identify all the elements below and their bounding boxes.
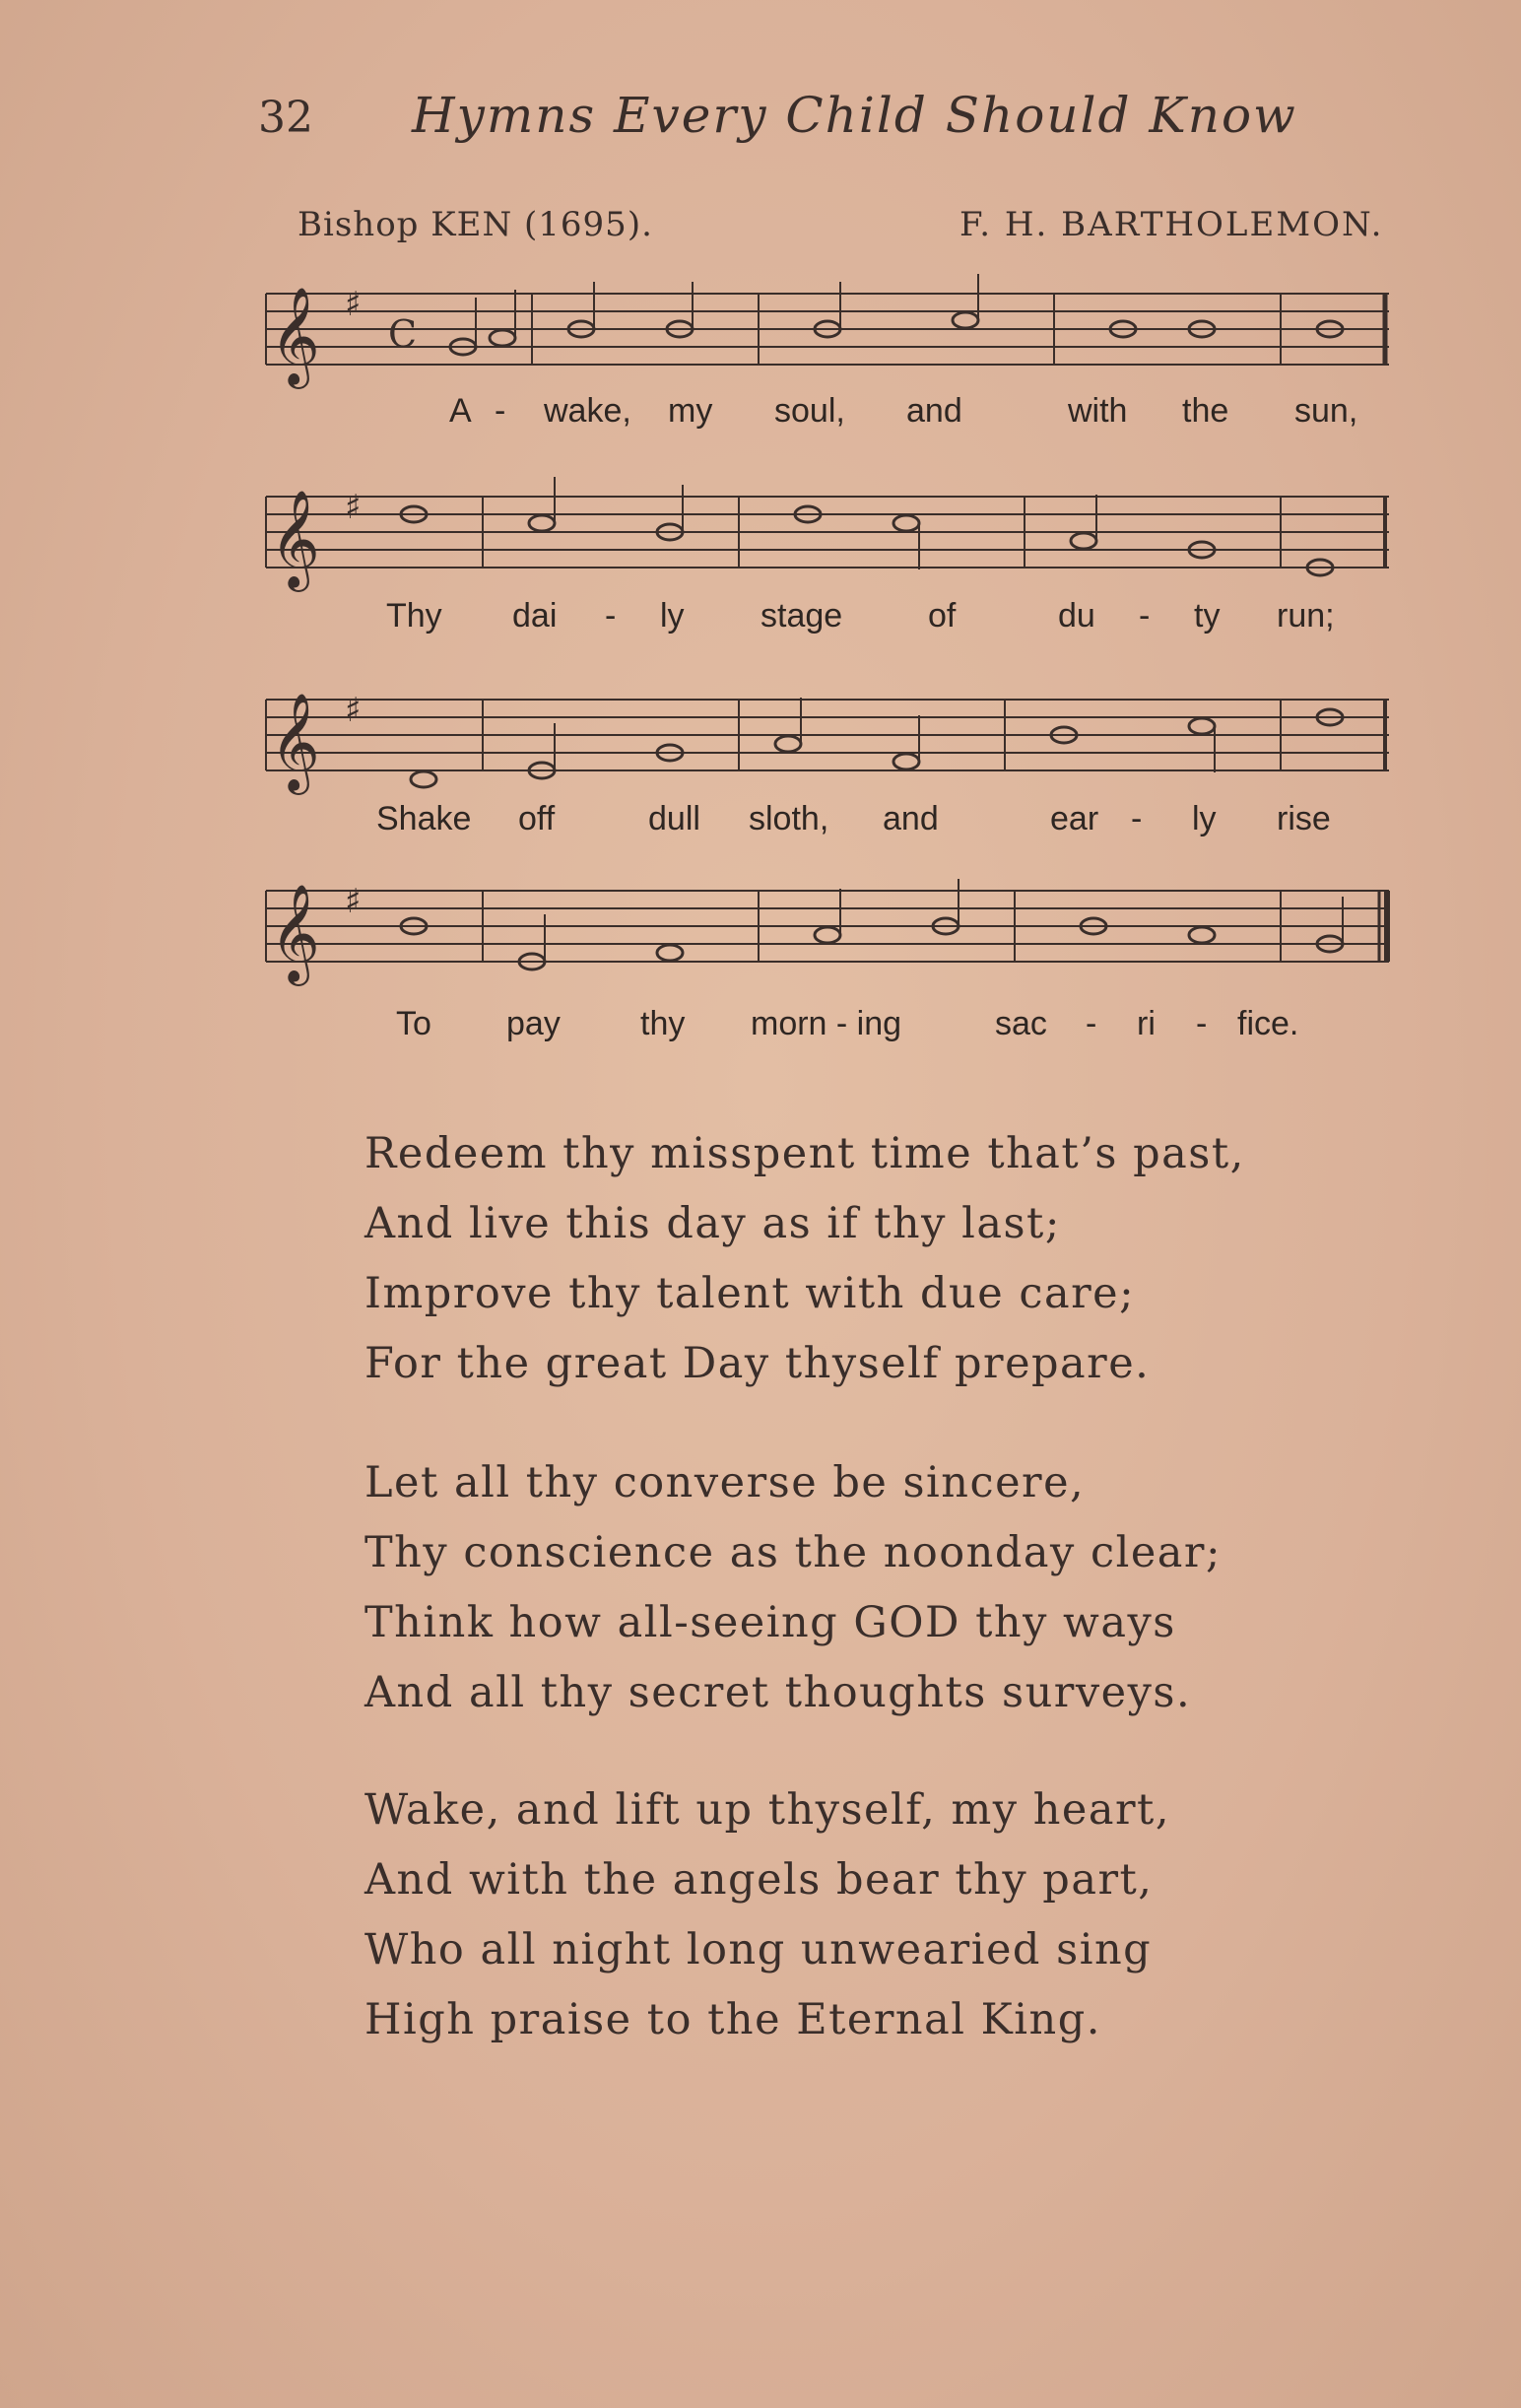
svg-text:𝄞: 𝄞: [270, 693, 320, 791]
running-head: [258, 87, 1302, 156]
lyric-1-6: and: [906, 392, 962, 430]
verse-line: And with the angels bear thy part,: [364, 1855, 1154, 1905]
verse-line: Redeem thy misspent time that’s past,: [364, 1129, 1245, 1178]
lyric-1-8: the: [1182, 392, 1229, 430]
svg-text:𝄞: 𝄞: [270, 287, 320, 385]
lyric-3-8: ly: [1192, 800, 1217, 837]
lyric-3-5: and: [883, 800, 939, 837]
lyric-4-5: sac: [995, 1005, 1047, 1042]
lyric-2-8: -: [1139, 597, 1151, 635]
svg-text:♯: ♯: [345, 488, 362, 527]
book-title: Hymns Every Child Should Know: [412, 87, 1297, 144]
lyric-1-5: soul,: [774, 392, 845, 430]
lyric-2-3: -: [605, 597, 617, 635]
lyric-2-6: of: [928, 597, 957, 635]
lyric-3-9: rise: [1277, 800, 1331, 837]
svg-text:♯: ♯: [345, 691, 362, 730]
verse-line: Let all thy converse be sincere,: [364, 1458, 1086, 1507]
lyric-1-3: wake,: [544, 392, 631, 430]
lyric-4-4: morn - ing: [751, 1005, 902, 1042]
lyric-2-5: stage: [760, 597, 843, 635]
lyric-3-3: dull: [648, 800, 700, 837]
lyric-1-1: A: [449, 392, 472, 430]
lyric-1-4: my: [668, 392, 713, 430]
hymn-author: Bishop KEN (1695).: [298, 205, 653, 244]
music-staff-4: [256, 865, 1399, 1013]
lyric-2-1: Thy: [386, 597, 442, 635]
svg-text:♯: ♯: [345, 285, 362, 324]
lyric-4-1: To: [396, 1005, 431, 1042]
lyric-3-7: -: [1131, 800, 1143, 837]
lyric-3-2: off: [518, 800, 556, 837]
lyric-1-9: sun,: [1294, 392, 1358, 430]
verse-line: And live this day as if thy last;: [364, 1199, 1061, 1248]
verse-line: Thy conscience as the noonday clear;: [364, 1528, 1222, 1577]
verse-line: Wake, and lift up thyself, my heart,: [364, 1785, 1170, 1835]
verse-2: [364, 1119, 1350, 1399]
lyric-4-3: thy: [640, 1005, 686, 1042]
lyric-4-8: -: [1196, 1005, 1208, 1042]
svg-text:𝄞: 𝄞: [270, 884, 320, 982]
lyric-4-6: -: [1086, 1005, 1097, 1042]
lyric-1-7: with: [1068, 392, 1128, 430]
page-number: 32: [258, 93, 313, 143]
verse-line: And all thy secret thoughts surveys.: [364, 1668, 1192, 1717]
lyric-3-1: Shake: [376, 800, 472, 837]
lyric-3-6: ear: [1050, 800, 1099, 837]
lyric-2-7: du: [1058, 597, 1095, 635]
verse-4: [364, 1775, 1350, 2055]
lyric-4-7: ri: [1137, 1005, 1156, 1042]
verse-line: High praise to the Eternal King.: [364, 1995, 1101, 2044]
lyric-2-10: run;: [1277, 597, 1335, 635]
lyric-4-2: pay: [506, 1005, 561, 1042]
verse-line: Improve thy talent with due care;: [364, 1269, 1136, 1318]
svg-text:♯: ♯: [345, 882, 362, 921]
lyric-1-2: -: [495, 392, 506, 430]
lyric-4-9: fice.: [1237, 1005, 1299, 1042]
staff-notation-4: [256, 865, 1399, 1013]
lyric-3-4: sloth,: [749, 800, 829, 837]
hymn-composer: F. H. BARTHOLEMON.: [959, 205, 1384, 244]
verse-line: For the great Day thyself prepare.: [364, 1339, 1151, 1388]
svg-text:C: C: [388, 312, 418, 356]
lyric-2-4: ly: [660, 597, 685, 635]
verse-3: [364, 1448, 1350, 1728]
lyric-2-9: ty: [1194, 597, 1221, 635]
lyric-2-2: dai: [512, 597, 558, 635]
verse-line: Who all night long unwearied sing: [364, 1925, 1153, 1974]
verse-line: Think how all-seeing GOD thy ways: [364, 1598, 1176, 1647]
svg-text:𝄞: 𝄞: [270, 490, 320, 588]
